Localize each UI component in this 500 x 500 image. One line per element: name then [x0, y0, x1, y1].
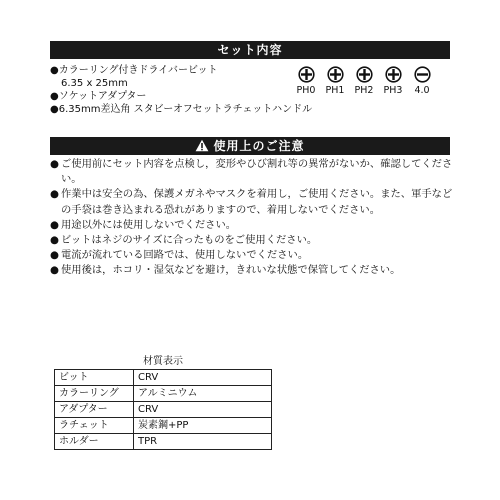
part-cell: ビット — [55, 370, 134, 386]
note-text: 使用後は，ホコリ・湿気などを避け，きれいな状態で保管してください。 — [61, 264, 401, 277]
bit-slotted — [407, 66, 437, 96]
bullet: ● — [50, 218, 59, 231]
material-cell: CRV — [134, 402, 272, 418]
note-text: 作業中は安全の為、保護メガネやマスクを着用し，ご使用ください。また、軍手などの手袋は巻き込まれる恐れがありますので、着用しないでください。 — [61, 188, 453, 216]
table-row — [55, 402, 272, 418]
bullet: ● — [50, 158, 59, 170]
list-item — [50, 103, 313, 116]
bullet: ● — [50, 249, 59, 262]
list-item — [50, 157, 460, 187]
part-cell: ホルダー — [55, 434, 134, 450]
material-cell: CRV — [134, 370, 272, 386]
table-row — [55, 434, 272, 450]
list-item — [50, 248, 460, 263]
bit-ph2 — [349, 66, 379, 96]
item-text: ソケットアダプター — [58, 91, 147, 102]
caution-header-bar — [50, 137, 450, 155]
part-cell: カラーリング — [55, 386, 134, 402]
list-item — [50, 90, 290, 103]
table-row — [55, 386, 272, 402]
bit-ph0 — [291, 66, 321, 96]
note-text: 用途以外には使用しないでください。 — [61, 218, 237, 231]
bit-label: 4.0 — [414, 85, 430, 96]
item-text: 6.35mm差込角 スタビーオフセットラチェットハンドル — [58, 104, 313, 115]
list-item — [50, 187, 460, 217]
note-text: ビットはネジのサイズに合ったものをご使用ください。 — [61, 234, 318, 247]
materials-table — [54, 369, 272, 450]
bullet: ● — [50, 65, 59, 76]
note-text: 電流が流れている回路では、使用しないでください。 — [61, 249, 309, 262]
item-subtext: 6.35 x 25mm — [61, 78, 128, 89]
material-cell: 炭素鋼+PP — [134, 418, 272, 434]
bit-label: PH2 — [354, 85, 374, 96]
item-text: カラーリング付きドライバービット — [58, 65, 218, 76]
material-cell: TPR — [134, 434, 272, 450]
contents-header-bar — [50, 41, 450, 59]
bullet: ● — [50, 91, 59, 102]
bit-ph3 — [378, 66, 408, 96]
phillips-icon — [356, 66, 373, 83]
bullet: ● — [50, 188, 59, 201]
caution-title: 使用上のご注意 — [213, 139, 305, 153]
phillips-icon — [298, 66, 315, 83]
bullet: ● — [50, 104, 59, 115]
warning-icon — [195, 139, 209, 152]
list-item — [50, 233, 460, 248]
bit-label: PH3 — [383, 85, 403, 96]
caution-notes — [50, 157, 460, 279]
list-item — [50, 218, 460, 233]
part-cell: ラチェット — [55, 418, 134, 434]
material-cell: アルミニウム — [134, 386, 272, 402]
list-item — [50, 263, 460, 278]
phillips-icon — [385, 66, 402, 83]
bullet: ● — [50, 264, 59, 277]
table-row — [55, 418, 272, 434]
phillips-icon — [327, 66, 344, 83]
bit-icons — [291, 66, 441, 100]
bit-ph1 — [320, 66, 350, 96]
note-text: ご使用前にセット内容を点検し，変形やひび割れ等の異常がないか、確認してください。 — [61, 158, 453, 186]
bullet: ● — [50, 234, 59, 247]
part-cell: アダプター — [55, 402, 134, 418]
bit-label: PH1 — [325, 85, 345, 96]
table-row — [55, 370, 272, 386]
slotted-icon — [414, 66, 431, 83]
list-item — [50, 64, 290, 77]
list-item-sub — [50, 77, 290, 90]
contents-title: セット内容 — [217, 43, 283, 57]
materials-title: 材質表示 — [143, 356, 183, 367]
bit-label: PH0 — [296, 85, 316, 96]
